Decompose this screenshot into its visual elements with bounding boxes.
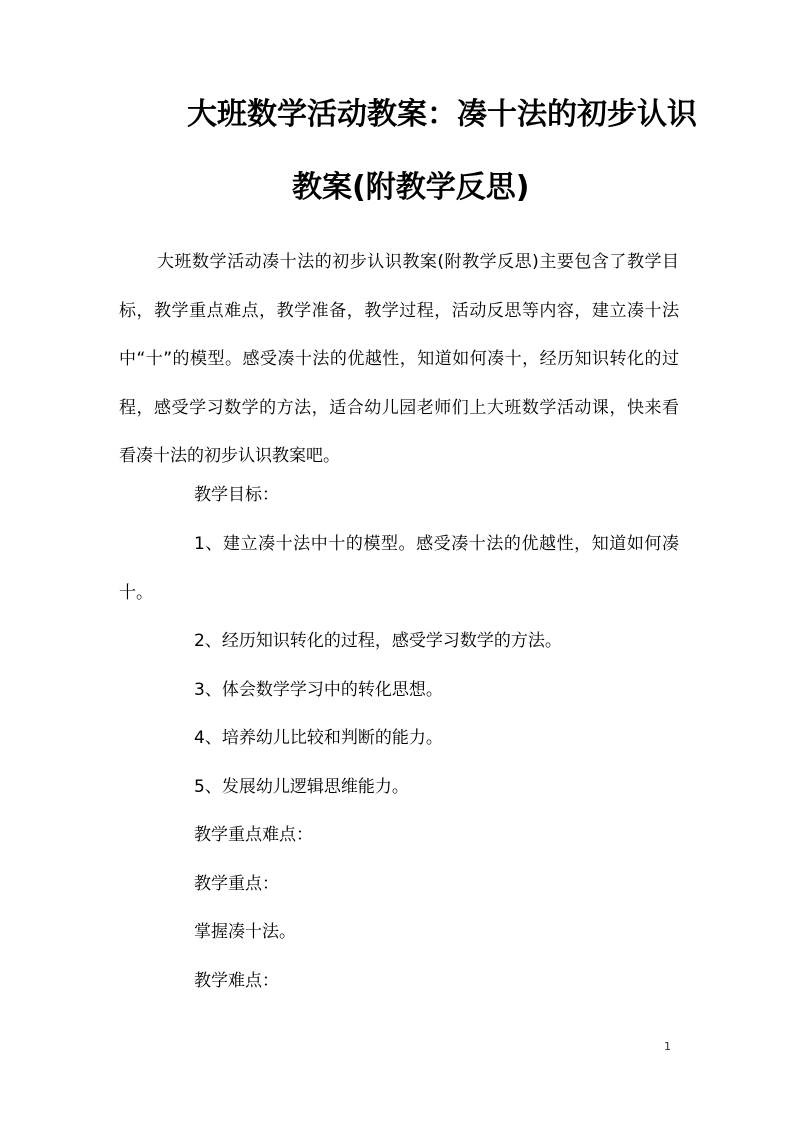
goal-item-3: 3、体会数学学习中的转化思想。 xyxy=(194,680,443,700)
key-point-heading: 教学重点： xyxy=(194,874,279,894)
document-title-line-2: 教案(附教学反思) xyxy=(292,170,530,205)
page-number: 1 xyxy=(664,1040,671,1053)
goal-item-1: 1、建立凑十法中十的模型。感受凑十法的优越性，知道如何凑十。 xyxy=(119,534,679,603)
document-title-line-1: 大班数学活动教案：凑十法的初步认识 xyxy=(187,97,697,132)
key-point-content: 掌握凑十法。 xyxy=(194,922,296,942)
goal-item-4: 4、培养幼儿比较和判断的能力。 xyxy=(194,728,443,748)
key-difficult-heading: 教学重点难点： xyxy=(194,825,313,845)
difficult-point-heading: 教学难点： xyxy=(194,971,279,991)
goals-heading: 教学目标： xyxy=(194,485,279,505)
intro-paragraph: 大班数学活动凑十法的初步认识教案(附教学反思)主要包含了教学目标，教学重点难点，教学准备，教学过程，活动反思等内容，建立凑十法中“十”的模型。感受凑十法的优越性，知道如何凑十，经历知识转化的过程，感受学习数学的方法，适合幼儿园老师们上大班数学活动课，快来看看凑十法的初步认识教案吧。 xyxy=(119,252,679,466)
goal-item-5: 5、发展幼儿逻辑思维能力。 xyxy=(194,777,409,797)
goal-item-2: 2、经历知识转化的过程，感受学习数学的方法。 xyxy=(194,631,562,651)
